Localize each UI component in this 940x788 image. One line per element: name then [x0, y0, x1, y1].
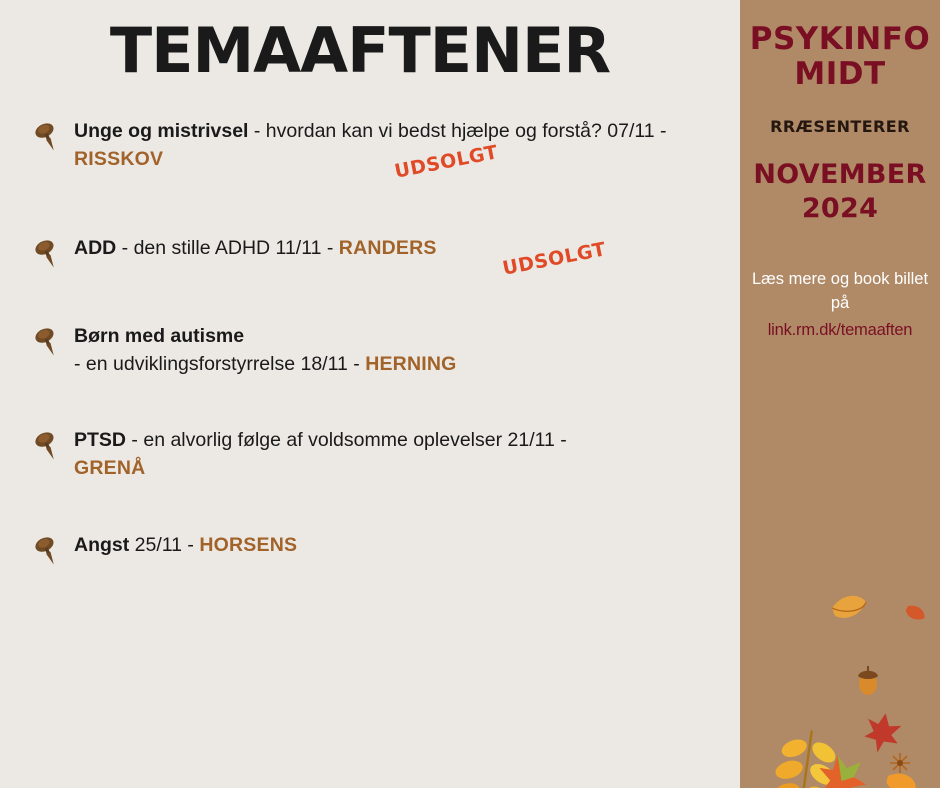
pushpin-icon [30, 533, 64, 567]
leaf-icon [885, 686, 919, 710]
event-city: HORSENS [199, 533, 298, 556]
event-title: PTSD [74, 429, 127, 452]
event-city: HERNING [365, 352, 457, 375]
leaf-icon [862, 710, 904, 756]
event-text [74, 426, 567, 483]
event-title: ADD [74, 236, 117, 259]
brand-name [740, 22, 940, 91]
acorn-icon [858, 666, 878, 695]
event-city: RISSKOV [74, 148, 164, 171]
list-item[interactable] [24, 234, 740, 280]
event-text [74, 322, 457, 379]
leaf-icon [818, 752, 869, 788]
event-text [74, 234, 608, 280]
event-title: Børn med autisme [74, 324, 245, 347]
brand-line-2: MIDT [794, 55, 886, 92]
event-description: - den stille ADHD 11/11 - [116, 236, 339, 259]
page-title: TEMAAFTENER [109, 14, 611, 87]
event-title: Angst [74, 533, 130, 556]
event-city: RANDERS [338, 236, 437, 259]
leaf-icon [763, 726, 845, 788]
leaf-icon [881, 637, 909, 657]
event-list [0, 117, 740, 567]
event-description: - en alvorlig følge af voldsomme oplevelser 21/11 - [126, 429, 567, 452]
leaf-icon [830, 591, 869, 622]
status-badge: UDSOLGT [392, 141, 500, 183]
booking-link[interactable]: link.rm.dk/temaaften [767, 320, 913, 339]
presents-label: RRÆSENTERER [770, 117, 910, 137]
event-text [74, 531, 297, 559]
leaf-icon [885, 770, 919, 788]
pushpin-icon [30, 119, 64, 153]
pushpin-icon [30, 236, 64, 270]
year-label: 2024 [801, 193, 879, 225]
autumn-leaves-decoration [740, 458, 940, 788]
list-item[interactable] [24, 117, 740, 183]
event-description: 25/11 - [129, 533, 200, 556]
leaf-icon [904, 603, 927, 623]
event-text [74, 117, 674, 183]
month-label: NOVEMBER [753, 159, 927, 191]
sidebar [740, 0, 940, 788]
list-item[interactable] [24, 426, 740, 483]
status-badge: UDSOLGT [500, 237, 608, 280]
brand-line-1: PSYKINFO [749, 21, 931, 57]
pushpin-icon [30, 428, 64, 462]
list-item[interactable] [24, 322, 740, 379]
booking-text: Læs mere og book billet på [751, 269, 929, 312]
event-description: - en udviklingsforstyrrelse 18/11 - [74, 352, 366, 375]
list-item[interactable] [24, 531, 740, 567]
event-description: - hvordan kan vi bedst hjælpe og forstå? 07/11 - [248, 120, 667, 143]
event-title: Unge og mistrivsel [74, 120, 249, 143]
booking-info [740, 268, 940, 343]
pushpin-icon [30, 324, 64, 358]
seedpod-icon [890, 753, 910, 773]
event-city: GRENÅ [74, 457, 146, 480]
month-year [740, 158, 940, 226]
